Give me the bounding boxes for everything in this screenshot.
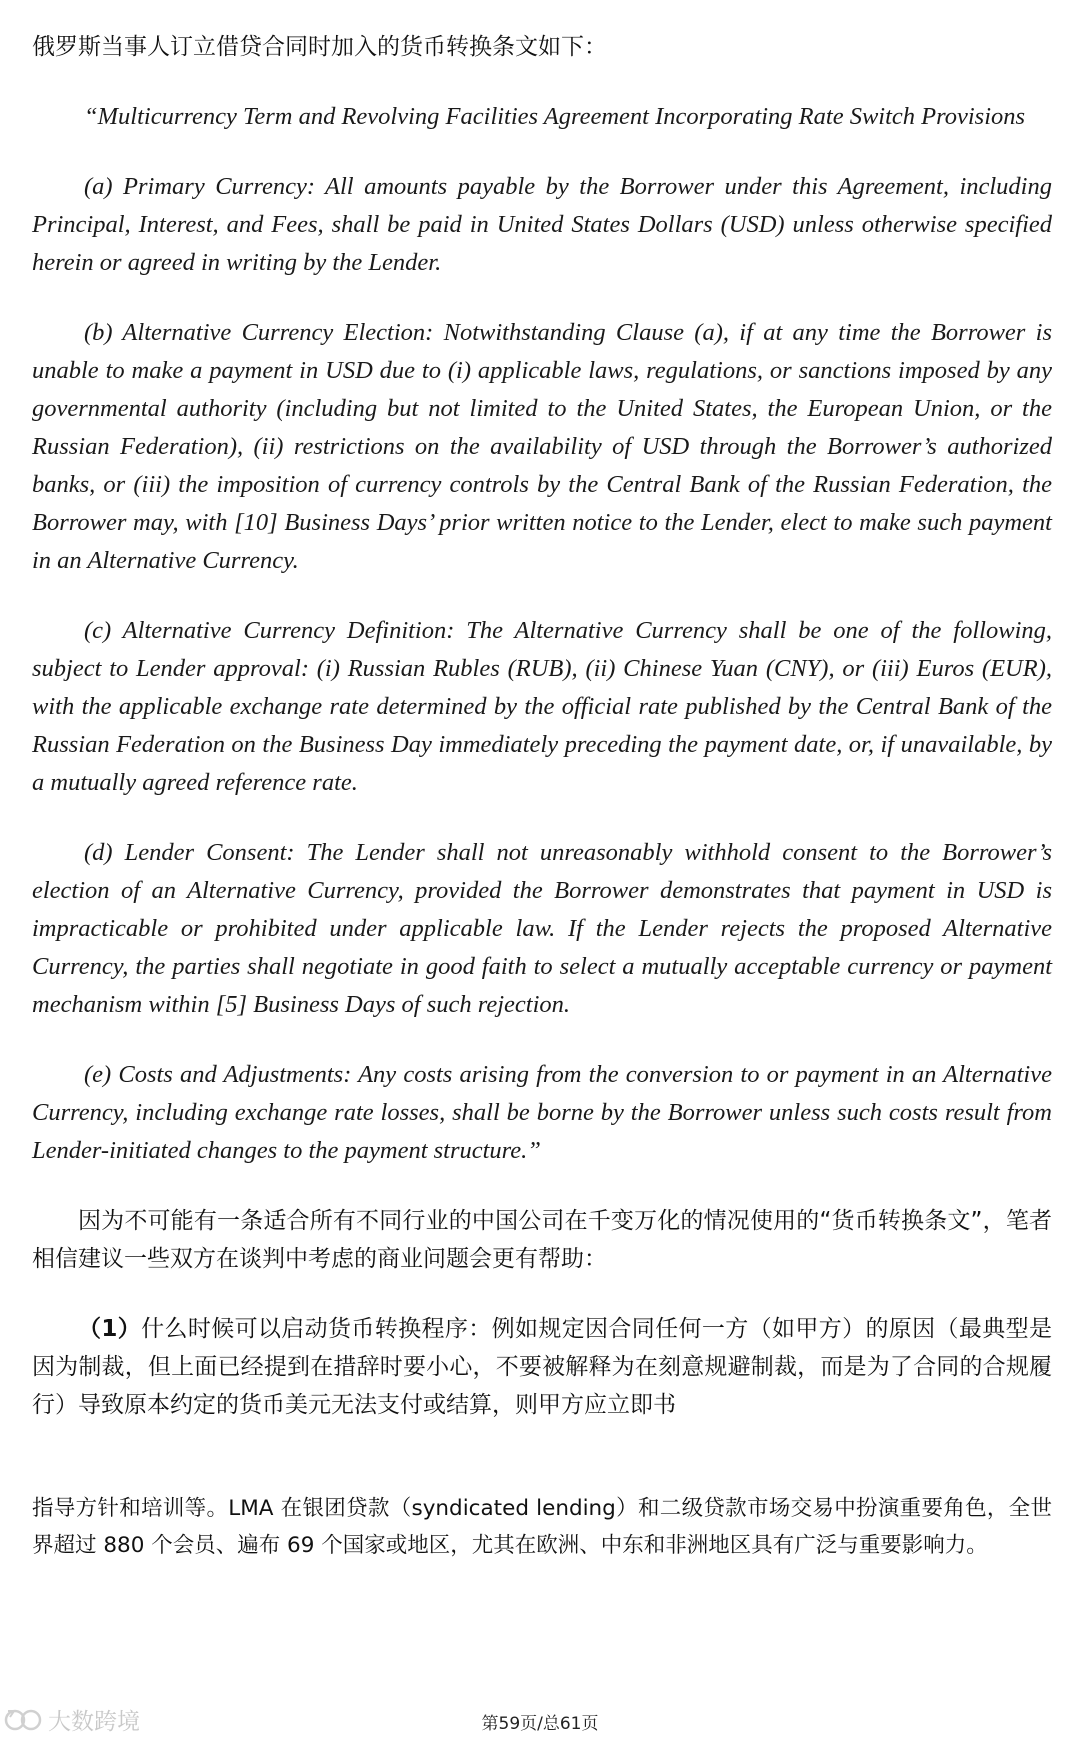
intro-paragraph: 俄罗斯当事人订立借贷合同时加入的货币转换条文如下： xyxy=(32,34,607,60)
document-page xyxy=(32,28,1052,1564)
page-number: 第59页/总61页 xyxy=(481,1714,599,1734)
page-footer xyxy=(0,1709,1080,1734)
point-1-label: （1） xyxy=(78,1316,142,1342)
footnote-text: 指导方针和培训等。LMA 在银团贷款（syndicated lending）和二级贷款市场交易中扮演重要角色，全世界超过 880 个会员、遍布 69 个国家或地区，尤其在欧洲、中东和非洲地区具有广泛与重要影响力。 xyxy=(32,1496,1052,1558)
clause-c: (c) Alternative Currency Definition: The Alternative Currency shall be one of the following, subject to Lender approval: (i) Russian Rubles (RUB), (ii) Chinese Yuan (CNY), or (iii) Euros (EUR), with the applicable exchange rate determined by the official rate published by the Central Bank of the Russian Federation on the Business Day immediately preceding the payment date, or, if unavailable, by a mutually agreed reference rate. xyxy=(32,617,1052,796)
clause-e: (e) Costs and Adjustments: Any costs arising from the conversion to or payment in an Alternative Currency, including exchange rate losses, shall be borne by the Borrower unless such costs result from Lender-initiated changes to the payment structure.” xyxy=(32,1061,1052,1164)
point-1-paragraph xyxy=(32,1310,1052,1424)
commentary-paragraph: 因为不可能有一条适合所有不同行业的中国公司在千变万化的情况使用的“货币转换条文”，笔者相信建议一些双方在谈判中考虑的商业问题会更有帮助： xyxy=(32,1208,1052,1272)
clause-a: (a) Primary Currency: All amounts payable by the Borrower under this Agreement, including Principal, Interest, and Fees, shall be paid in United States Dollars (USD) unless otherwise specified herein or agreed in writing by the Lender. xyxy=(32,173,1052,276)
clause-title: “Multicurrency Term and Revolving Facilities Agreement Incorporating Rate Switch Provisions xyxy=(84,103,1026,130)
clause-b: (b) Alternative Currency Election: Notwithstanding Clause (a), if at any time the Borrower is unable to make a payment in USD due to (i) applicable laws, regulations, or sanctions imposed by any governmental authority (including but not limited to the United States, the European Union, or the Russian Federation), (ii) restrictions on the availability of USD through the Borrower’s authorized banks, or (iii) the imposition of currency controls by the Central Bank of the Russian Federation, the Borrower may, with [10] Business Days’ prior written notice to the Lender, elect to make such payment in an Alternative Currency. xyxy=(32,319,1052,574)
watermark-text: 大数跨境 xyxy=(48,1709,140,1735)
clause-d: (d) Lender Consent: The Lender shall not unreasonably withhold consent to the Borrower’s election of an Alternative Currency, provided the Borrower demonstrates that payment in USD is impracticable or prohibited under applicable law. If the Lender rejects the proposed Alternative Currency, the parties shall negotiate in good faith to select a mutually acceptable currency or payment mechanism within [5] Business Days of such rejection. xyxy=(32,839,1052,1018)
point-1-text: 什么时候可以启动货币转换程序：例如规定因合同任何一方（如甲方）的原因（最典型是因为制裁，但上面已经提到在措辞时要小心，不要被解释为在刻意规避制裁，而是为了合同的合规履行）导致原本约定的货币美元无法支付或结算，则甲方应立即书 xyxy=(32,1316,1052,1418)
